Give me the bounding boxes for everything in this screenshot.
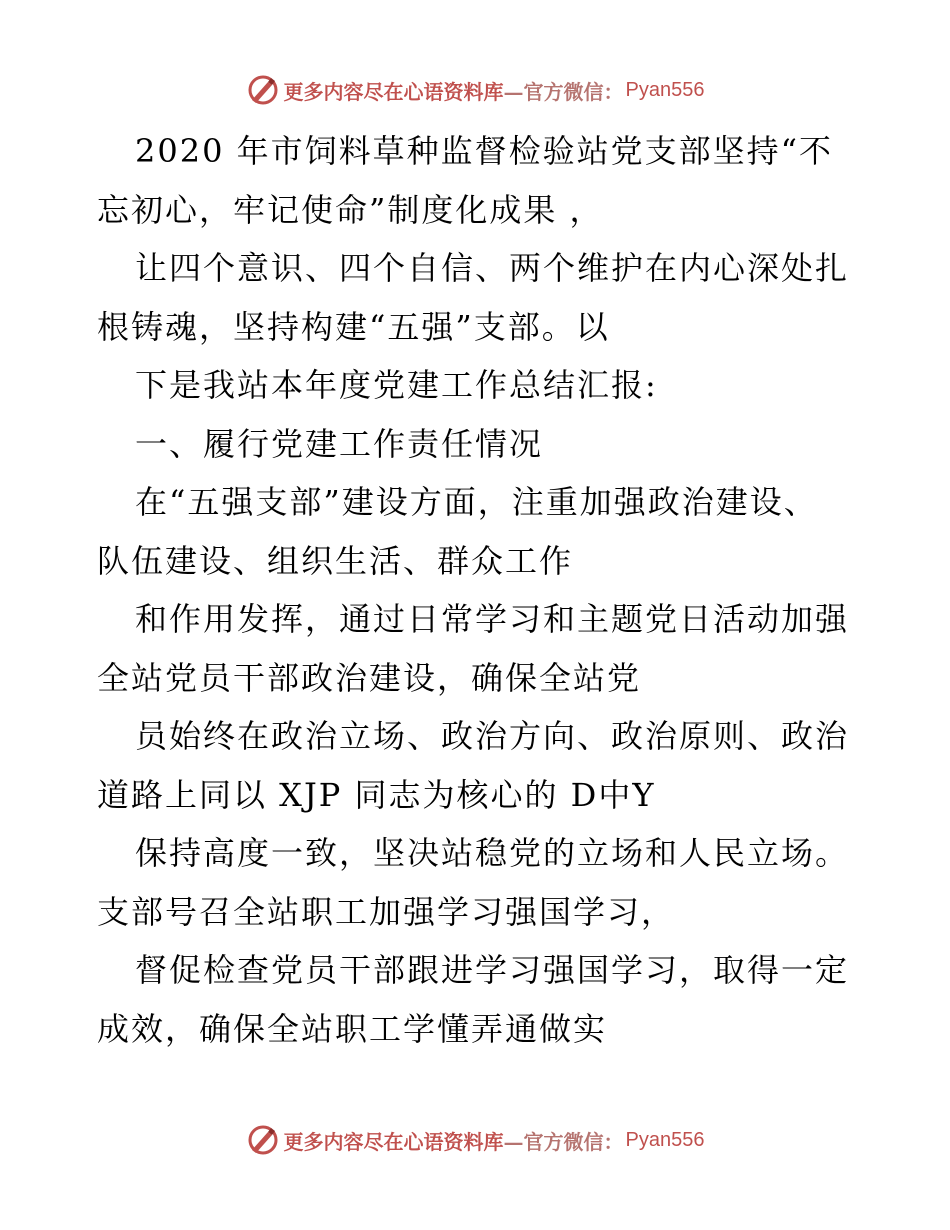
paragraph-line: 让四个意识、四个自信、两个维护在内心深处扎 [135,249,850,287]
watermark-separator: —官方微信： [503,79,624,104]
watermark-wechat-id: Pyan556 [625,1128,705,1151]
paragraph-line: 督促检查党员干部跟进学习强国学习，取得一定 [135,951,850,989]
paragraph-line: 队伍建设、组织生活、群众工作 [97,541,574,580]
paragraph-line: 忘初心，牢记使命”制度化成果 ， [97,190,604,229]
watermark-main: 更多内容尽在心语资料库 [283,79,504,104]
paragraph-line: 员始终在政治立场、政治方向、政治原则、政治 [135,717,850,755]
paragraph-line: 根铸魂，坚持构建“五强”支部。以 [97,307,610,346]
paragraph-line: 2020 年市饲料草种监督检验站党支部坚持“不 [135,132,833,170]
paragraph-line: 保持高度一致，坚决站稳党的立场和人民立场。 [135,834,850,872]
pen-circle-logo-icon [246,1123,280,1157]
watermark-text [284,76,624,105]
paragraph-line: 一、履行党建工作责任情况 [135,424,544,463]
paragraph-line: 下是我站本年度党建工作总结汇报: [135,366,658,404]
document-body [97,122,857,1058]
paragraph-line: 道路上同以 XJP 同志为核心的 D中Y [97,775,656,814]
paragraph-line: 在“五强支部”建设方面，注重加强政治建设、 [135,483,818,521]
watermark-main: 更多内容尽在心语资料库 [283,1129,504,1154]
pen-circle-logo-icon [246,73,280,107]
watermark-banner-top [0,70,950,110]
paragraph-line: 支部号召全站职工加强学习强国学习， [97,892,676,931]
watermark-banner-bottom [0,1120,950,1160]
watermark-text [284,1126,624,1155]
watermark-wechat-id: Pyan556 [625,78,705,101]
paragraph-line: 成效，确保全站职工学懂弄通做实 [97,1009,608,1048]
paragraph-line: 和作用发挥，通过日常学习和主题党日活动加强 [135,600,850,638]
watermark-separator: —官方微信： [503,1129,624,1154]
paragraph-line: 全站党员干部政治建设，确保全站党 [97,658,642,697]
